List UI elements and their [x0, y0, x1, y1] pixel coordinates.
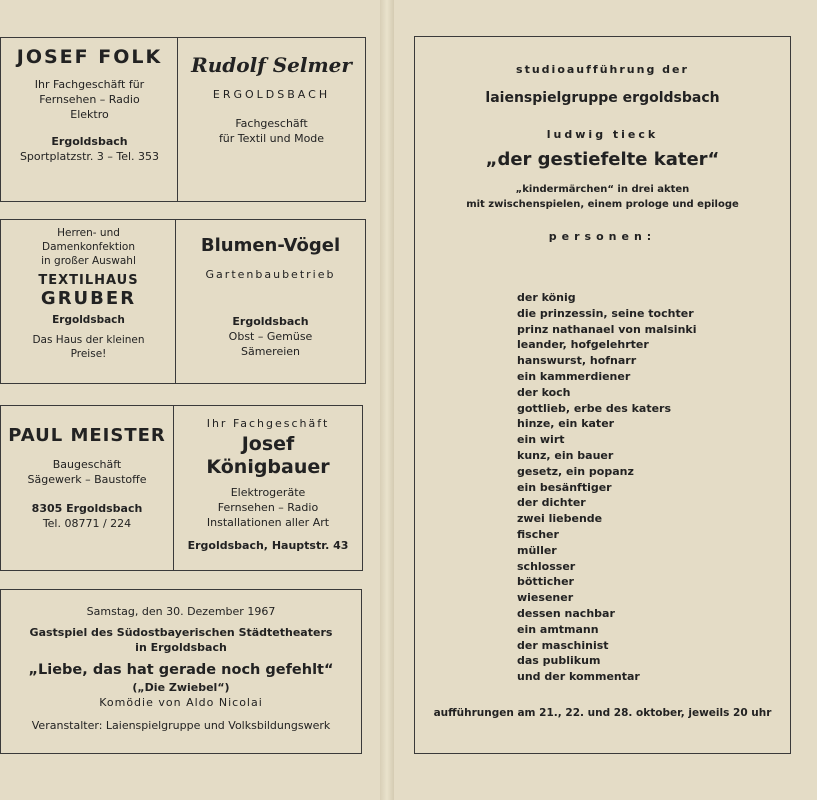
ad-intro: Ihr Fachgeschäft	[206, 417, 330, 430]
ad-josef-folk-name: JOSEF FOLK	[16, 46, 163, 68]
cast-item: und der kommentar	[517, 670, 640, 684]
ad-address: Sportplatzstr. 3 – Tel. 353	[19, 150, 160, 163]
ad-tel: Tel. 08771 / 224	[42, 517, 132, 530]
program-subtitle: „kindermärchen“ in drei akten	[515, 184, 690, 195]
cast-item: ein amtmann	[517, 622, 599, 636]
ad-josef: Josef	[241, 433, 295, 455]
cast-item: der dichter	[517, 496, 586, 510]
ad-josef-folk	[1, 38, 178, 201]
cast-item: der koch	[517, 385, 571, 399]
cast-item: ein wirt	[517, 433, 565, 447]
ad-address: Ergoldsbach, Hauptstr. 43	[187, 539, 349, 552]
ad-rudolf-selmer-name: Rudolf Selmer	[191, 53, 352, 77]
ad-row-2	[0, 219, 366, 384]
cast-item: müller	[517, 543, 557, 557]
ad-sub: Gartenbaubetrieb	[205, 268, 336, 281]
page-fold	[380, 0, 394, 800]
ad-city: 8305 Ergoldsbach	[31, 502, 143, 515]
ad-textilhaus-gruber	[1, 220, 176, 383]
ad-line: Obst – Gemüse	[228, 330, 313, 343]
guest-line: Gastspiel des Südostbayerischen Städtetheaters	[29, 626, 333, 639]
ad-line: Sämereien	[240, 345, 301, 358]
cast-item: kunz, ein bauer	[517, 448, 614, 462]
ad-koenigbauer	[174, 406, 362, 570]
ad-line: Das Haus der kleinen	[32, 334, 145, 346]
guest-author: Komödie von Aldo Nicolai	[99, 696, 263, 709]
cast-item: gottlieb, erbe des katers	[517, 401, 672, 415]
ad-textilhaus: TEXTILHAUS	[38, 273, 139, 288]
program-dates: aufführungen am 21., 22. und 28. oktober, jeweils 20 uhr	[433, 707, 772, 719]
guest-title: „Liebe, das hat gerade noch gefehlt“	[28, 662, 334, 678]
ad-line: Damenkonfektion	[42, 241, 135, 253]
program-author: ludwig tieck	[546, 128, 659, 141]
guest-date: Samstag, den 30. Dezember 1967	[86, 605, 276, 618]
cast-item: hinze, ein kater	[517, 417, 615, 431]
cast-item: prinz nathanael von malsinki	[517, 322, 697, 336]
guest-alt-title: („Die Zwiebel“)	[132, 681, 230, 694]
ad-koenigbauer-name: Königbauer	[206, 456, 330, 478]
ad-row-1	[0, 37, 366, 202]
ad-line: Fernsehen – Radio	[39, 93, 140, 106]
cast-item: der könig	[517, 291, 576, 304]
ad-line: Ihr Fachgeschäft für	[34, 78, 145, 91]
ad-line: Fachgeschäft	[235, 117, 308, 130]
ad-line: für Textil und Mode	[218, 132, 325, 145]
ad-paul-meister	[1, 406, 173, 570]
ad-line: Fernsehen – Radio	[217, 501, 319, 514]
cast-item: die prinzessin, seine tochter	[517, 306, 694, 320]
ad-line: Installationen aller Art	[206, 516, 330, 529]
cast-list	[517, 290, 697, 685]
program-intro: studioaufführung der	[516, 63, 689, 76]
program-group: laienspielgruppe ergoldsbach	[485, 90, 720, 106]
ad-row-3	[0, 405, 363, 571]
cast-item: wiesener	[517, 591, 574, 605]
ad-line: Herren- und	[57, 227, 120, 239]
ad-place: ERGOLDSBACH	[212, 88, 331, 101]
ad-rudolf-selmer	[178, 38, 365, 201]
ad-line: Baugeschäft	[52, 458, 122, 471]
program-subtitle: mit zwischenspielen, einem prologe und epiloge	[466, 199, 739, 210]
program-title: „der gestiefelte kater“	[485, 149, 720, 170]
ad-line: Preise!	[70, 348, 107, 360]
ad-city: Ergoldsbach	[232, 315, 309, 328]
ad-line: in großer Auswahl	[41, 255, 136, 267]
ad-blumen-voegel	[176, 220, 365, 383]
ad-paul-meister-name: PAUL MEISTER	[8, 425, 166, 446]
guest-line: in Ergoldsbach	[135, 641, 227, 654]
cast-item: der maschinist	[517, 638, 609, 652]
cast-item: das publikum	[517, 654, 601, 668]
cast-item: schlosser	[517, 559, 576, 573]
guest-organizer: Veranstalter: Laienspielgruppe und Volksbildungswerk	[31, 719, 331, 732]
cast-item: ein besänftiger	[517, 480, 612, 494]
cast-item: bötticher	[517, 575, 574, 589]
ad-gruber: GRUBER	[40, 288, 137, 309]
program-personen-heading: personen:	[548, 230, 657, 243]
cast-item: hanswurst, hofnarr	[517, 354, 637, 368]
ad-line: Elektrogeräte	[230, 486, 306, 499]
cast-item: fischer	[517, 527, 559, 541]
cast-item: zwei liebende	[517, 512, 603, 526]
ad-line: Sägewerk – Baustoffe	[27, 473, 147, 486]
ad-blumen-voegel-name: Blumen-Vögel	[200, 235, 341, 256]
guest-performance	[0, 589, 362, 754]
ad-line: Elektro	[70, 108, 109, 121]
cast-item: ein kammerdiener	[517, 369, 631, 383]
cast-item: leander, hofgelehrter	[517, 338, 649, 352]
cast-item: dessen nachbar	[517, 606, 615, 620]
ad-city: Ergoldsbach	[52, 314, 125, 326]
ad-city: Ergoldsbach	[51, 135, 128, 148]
cast-item: gesetz, ein popanz	[517, 464, 634, 478]
